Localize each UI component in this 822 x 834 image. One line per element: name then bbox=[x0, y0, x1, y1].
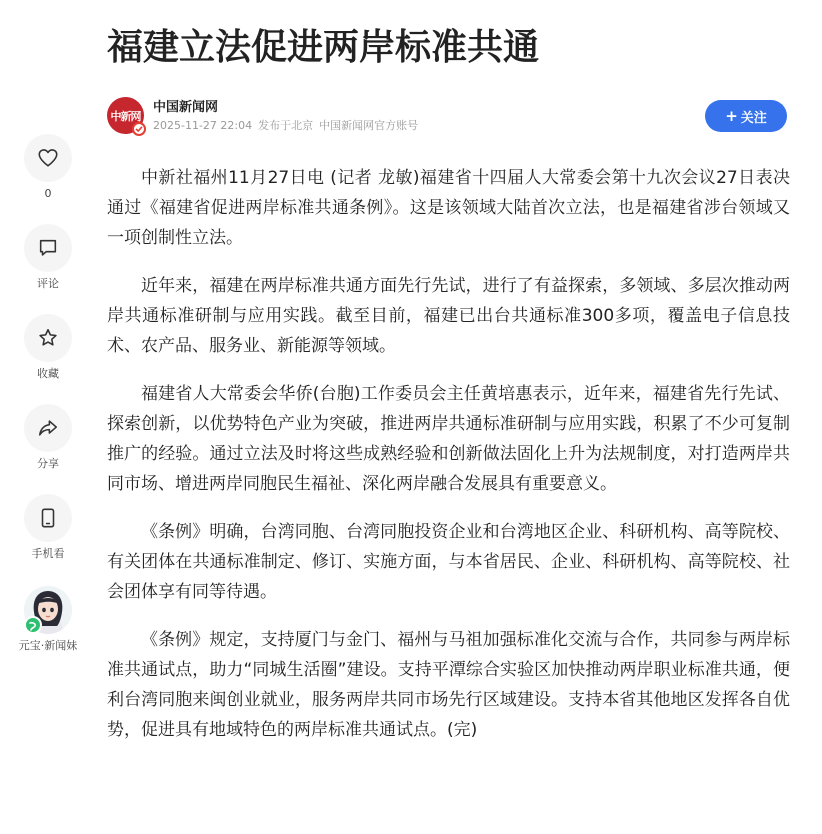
comment-button[interactable] bbox=[0, 224, 96, 291]
plus-icon: + bbox=[725, 107, 738, 125]
article-paragraph: 《条例》规定，支持厦门与金门、福州与马祖加强标准化交流与合作，共同参与两岸标准共通试点，助力“同城生活圈”建设。支持平潭综合实验区加快推动两岸职业标准共通，便利台湾同胞来闽创业就业，服务两岸共同市场先行区域建设。支持本省其他地区发挥各自优势，促进具有地域特色的两岸标准共通试点。(完) bbox=[107, 630, 790, 740]
follow-button[interactable] bbox=[705, 100, 787, 132]
article-paragraph: 福建省人大常委会华侨(台胞)工作委员会主任黄培惠表示，近年来，福建省先行先试、探索创新，以优势特色产业为突破，推进两岸共通标准研制与应用实践，积累了不少可复制推广的经验。通过立法及时将这些成熟经验和创新做法固化上升为法规制度，对打造两岸共同市场、增进两岸同胞民生福祉、深化两岸融合发展具有重要意义。 bbox=[107, 384, 790, 494]
follow-label: 关注 bbox=[740, 110, 767, 126]
verified-badge-icon bbox=[132, 122, 146, 136]
publish-date: 2025-11-27 22:04 bbox=[153, 119, 253, 132]
star-icon bbox=[37, 327, 59, 349]
favorite-button[interactable] bbox=[0, 314, 96, 381]
assistant-button[interactable] bbox=[0, 586, 96, 653]
heart-icon bbox=[37, 147, 59, 169]
author-name[interactable]: 中国新闻网 bbox=[153, 100, 219, 115]
account-type: 中国新闻网官方账号 bbox=[319, 119, 419, 132]
author-meta bbox=[153, 118, 424, 133]
phone-icon bbox=[37, 507, 59, 529]
author-bar bbox=[107, 97, 787, 137]
article-paragraph: 近年来，福建在两岸标准共通方面先行先试，进行了有益探索，多领域、多层次推动两岸共通标准研制与应用实践。截至目前，福建已出台共通标准300多项，覆盖电子信息技术、农产品、服务业、新能源等领域。 bbox=[107, 276, 790, 356]
article-title: 福建立法促进两岸标准共通 bbox=[107, 27, 540, 68]
mobile-view-button[interactable] bbox=[0, 494, 96, 561]
like-count: 0 bbox=[44, 187, 52, 200]
author-logo[interactable]: 中新网 bbox=[107, 97, 144, 134]
comment-icon bbox=[37, 237, 59, 259]
article-body bbox=[107, 163, 790, 763]
share-button[interactable] bbox=[0, 404, 96, 471]
share-label: 分享 bbox=[37, 457, 59, 470]
mobile-view-label: 手机看 bbox=[31, 547, 65, 560]
favorite-label: 收藏 bbox=[37, 367, 59, 380]
publish-location: 发布于北京 bbox=[258, 119, 314, 132]
comment-label: 评论 bbox=[37, 277, 59, 290]
assistant-label: 元宝·新闻妹 bbox=[18, 639, 78, 652]
share-icon bbox=[37, 417, 59, 439]
assistant-badge-icon bbox=[24, 616, 42, 634]
article-paragraph: 中新社福州11月27日电 (记者 龙敏)福建省十四届人大常委会第十九次会议27日表决通过《福建省促进两岸标准共通条例》。这是该领域大陆首次立法，也是福建省涉台领域又一项创制性立法。 bbox=[107, 168, 790, 248]
like-button[interactable] bbox=[0, 134, 96, 201]
article-paragraph: 《条例》明确，台湾同胞、台湾同胞投资企业和台湾地区企业、科研机构、高等院校、有关团体在共通标准制定、修订、实施方面，与本省居民、企业、科研机构、高等院校、社会团体享有同等待遇。 bbox=[107, 522, 790, 602]
